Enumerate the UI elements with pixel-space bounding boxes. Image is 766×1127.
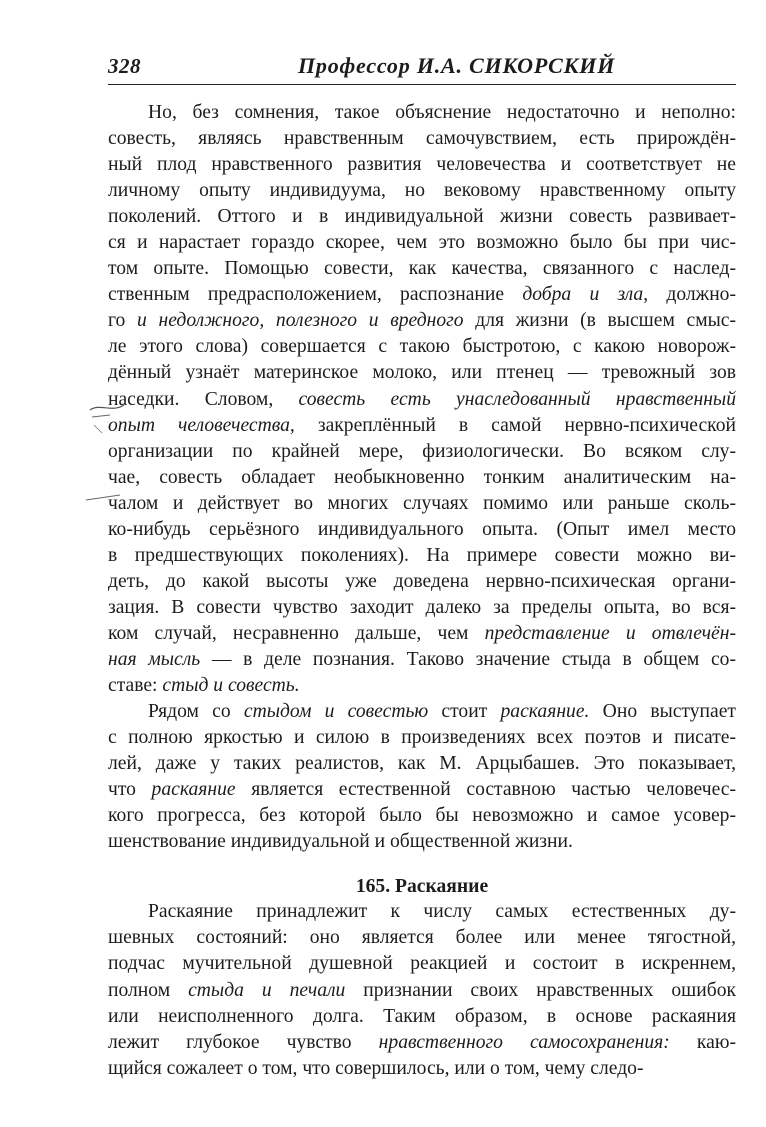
text-line xyxy=(108,569,736,595)
italic-text: ная мысль xyxy=(108,648,201,670)
text-segment: Раскаяние принадлежит к числу самых естественных ду- xyxy=(148,901,736,923)
text-line xyxy=(108,673,736,699)
text-segment: ле этого слова) совершается с такою быстротою, с какою новорож- xyxy=(108,336,736,358)
italic-text: раскаяние xyxy=(151,779,236,801)
italic-text: раскаяние. xyxy=(500,701,590,723)
text-segment: го xyxy=(108,310,138,332)
text-segment: совесть, являясь нравственным самочувствием, есть прирождён- xyxy=(108,128,736,150)
text-segment: в предшествующих поколениях). На примере совести можно ви- xyxy=(108,544,736,566)
text-segment: зация. В совести чувство заходит далеко за пределы опыта, во вся- xyxy=(108,596,736,618)
text-line xyxy=(108,178,736,204)
text-line xyxy=(108,1056,736,1082)
italic-text: совесть есть унаследованный нравственный xyxy=(298,388,736,410)
text-segment: что xyxy=(108,779,152,801)
text-segment: ственным предрасположением, распознание xyxy=(108,284,523,306)
text-segment: или неисполненного долга. Таким образом, в основе раскаяния xyxy=(108,1005,736,1027)
page-header xyxy=(108,50,736,85)
text-segment: , должно- xyxy=(643,284,736,306)
text-segment: поколений. Оттого и в индивидуальной жизни совесть развивает- xyxy=(108,206,736,228)
italic-text: представление и отвлечён- xyxy=(484,622,736,644)
text-segment: Но, без сомнения, такое объяснение недостаточно и неполно: xyxy=(148,102,736,123)
italic-text: опыт человечества, xyxy=(108,414,295,436)
paragraph-conscience xyxy=(108,100,736,699)
text-segment: лей, даже у таких реалистов, как М. Арцыбашев. Это показывает, xyxy=(108,753,736,775)
text-line xyxy=(108,256,736,282)
italic-text: нравственного самосохранения: xyxy=(378,1031,670,1053)
text-line xyxy=(108,334,736,360)
text-line xyxy=(108,595,736,621)
italic-text: стыда и печали xyxy=(188,979,346,1001)
text-line xyxy=(108,543,736,569)
text-line xyxy=(108,517,736,543)
text-line xyxy=(108,360,736,386)
text-line xyxy=(108,152,736,178)
text-line xyxy=(108,751,736,777)
text-segment: Рядом со xyxy=(148,701,244,723)
text-line xyxy=(108,725,736,751)
page-number: 328 xyxy=(108,54,141,78)
text-segment: полном xyxy=(108,979,189,1001)
text-segment: стоит xyxy=(428,701,501,723)
italic-text: и недолжного, полезного и вредного xyxy=(137,310,464,332)
text-segment: шенствование индивидуальной и общественной жизни. xyxy=(108,831,573,853)
text-segment: является естественной составною частью человечес- xyxy=(235,779,736,801)
text-segment: с полною яркостью и силою в произведениях всех поэтов и писате- xyxy=(108,727,736,749)
text-segment: подчас мучительной душевной реакцией и состоит в искреннем, xyxy=(108,953,736,975)
text-segment: организации по крайней мере, физиологически. Во всяком слу- xyxy=(108,440,736,462)
text-line xyxy=(108,282,736,308)
text-segment: Оно выступает xyxy=(589,701,736,723)
text-segment: ставе: xyxy=(108,675,163,697)
text-line xyxy=(108,387,736,413)
text-line xyxy=(108,699,736,725)
text-segment: закреплённый в самой нервно-психической xyxy=(294,414,736,436)
text-segment: деть, до какой высоты уже доведена нервно-психическая органи- xyxy=(108,570,736,592)
text-segment: ко-нибудь серьёзного индивидуального опыта. (Опыт имел место xyxy=(108,518,736,540)
text-segment: наседки. Словом, xyxy=(108,388,299,410)
text-line xyxy=(108,204,736,230)
text-segment: ком случай, несравненно дальше, чем xyxy=(108,622,485,644)
text-segment: чае, совесть обладает необыкновенно тонким аналитическим на- xyxy=(108,466,736,488)
text-segment: — в деле познания. Таково значение стыда в общем со- xyxy=(200,648,736,670)
page-body xyxy=(108,100,736,1082)
italic-text: стыд и совесть. xyxy=(162,675,300,697)
text-line xyxy=(108,100,736,126)
text-line xyxy=(108,491,736,517)
text-segment: шевных состояний: оно является более или менее тягостной, xyxy=(108,927,736,949)
italic-text: стыдом и совестью xyxy=(243,701,429,723)
italic-text: добра и зла xyxy=(522,284,644,306)
text-segment: для жизни (в высшем смыс- xyxy=(463,310,736,332)
text-segment: каю- xyxy=(669,1031,736,1053)
text-line xyxy=(108,951,736,977)
text-segment: ся и нарастает гораздо скорее, чем это возможно было бы при чис- xyxy=(108,232,736,254)
paragraph-repentance-intro xyxy=(108,699,736,855)
paragraph-repentance xyxy=(108,899,736,1081)
text-line xyxy=(108,465,736,491)
text-segment: ный плод нравственного развития человечества и соответствует не xyxy=(108,154,736,176)
section-heading: 165. Раскаяние xyxy=(355,876,489,898)
text-segment: личному опыту индивидуума, но вековому нравственному опыту xyxy=(108,180,736,202)
text-line xyxy=(108,978,736,1004)
text-segment: чалом и действует во многих случаях помимо или раньше сколь- xyxy=(108,492,736,514)
text-segment: кого прогресса, без которой было бы невозможно и самое усовер- xyxy=(108,805,736,827)
text-line xyxy=(108,777,736,803)
text-line xyxy=(108,230,736,256)
text-line xyxy=(108,647,736,673)
text-line xyxy=(108,829,736,855)
text-line xyxy=(108,803,736,829)
text-line xyxy=(108,925,736,951)
text-line xyxy=(108,439,736,465)
text-line xyxy=(108,126,736,152)
text-segment: щийся сожалеет о том, что совершилось, или о том, чему следо- xyxy=(108,1057,644,1079)
text-line xyxy=(108,308,736,334)
text-line xyxy=(108,899,736,925)
text-line xyxy=(108,413,736,439)
text-segment: лежит глубокое чувство xyxy=(108,1031,379,1053)
text-line xyxy=(108,621,736,647)
text-segment: признании своих нравственных ошибок xyxy=(345,979,736,1001)
text-segment: том опыте. Помощью совести, как качества, связанного с наслед- xyxy=(108,258,736,280)
text-segment: дённый узнаёт материнское молоко, или птенец — тревожный зов xyxy=(108,362,736,384)
running-title: Профессор И.А. СИКОРСКИЙ xyxy=(298,53,616,78)
text-line xyxy=(108,1004,736,1030)
text-line xyxy=(108,1030,736,1056)
